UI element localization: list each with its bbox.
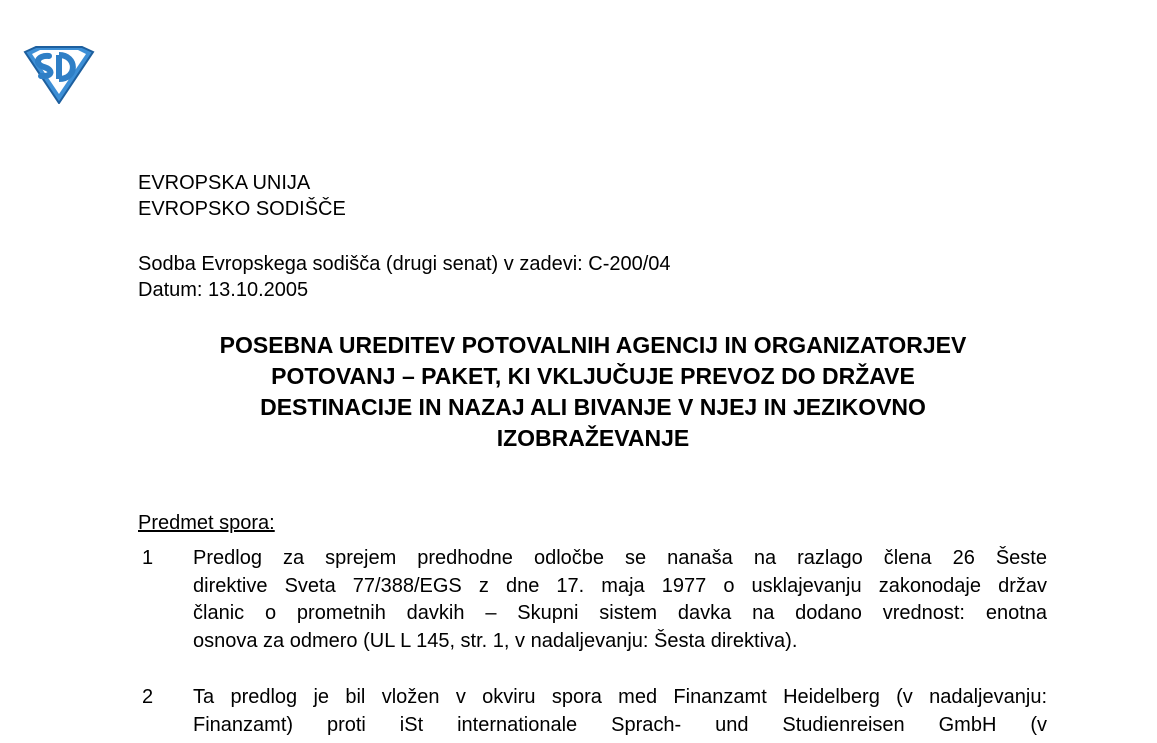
text-line: osnova za odmero (UL L 145, str. 1, v nadaljevanju: Šesta direktiva). [193,629,798,652]
paragraph-text [193,545,1047,655]
text-line: Finanzamt) proti iSt internationale Sprach- und Studienreisen GmbH (v [193,713,1047,736]
case-reference: Sodba Evropskega sodišča (drugi senat) v zadevi: C-200/04 [138,253,671,275]
sd-logo-icon [22,46,96,104]
text-line: direktive Sveta 77/388/EGS z dne 17. maja 1977 o usklajevanju zakonodaje držav [193,574,1047,597]
document-title [138,330,1048,454]
header-court: EVROPSKO SODIŠČE [138,198,346,220]
title-line: DESTINACIJE IN NAZAJ ALI BIVANJE V NJEJ IN JEZIKOVNO [260,394,926,420]
section-heading: Predmet spora: [138,512,275,534]
text-line: članic o prometnih davkih – Skupni sistem davka na dodano vrednost: enotna [193,602,1047,624]
text-line: Predlog za sprejem predhodne odločbe se nanaša na razlago člena 26 Šeste [193,547,1047,569]
title-line: POSEBNA UREDITEV POTOVALNIH AGENCIJ IN ORGANIZATORJEV [219,332,967,358]
paragraph-number: 1 [142,547,154,569]
paragraph-text [193,684,1047,739]
title-line: POTOVANJ – PAKET, KI VKLJUČUJE PREVOZ DO DRŽAVE [271,363,915,389]
header-union: EVROPSKA UNIJA [138,172,311,194]
text-line: Ta predlog je bil vložen v okviru spora med Finanzamt Heidelberg (v nadaljevanju: [193,686,1047,708]
title-line: IZOBRAŽEVANJE [496,425,690,451]
judgment-date: Datum: 13.10.2005 [138,279,309,301]
paragraph-number: 2 [142,686,154,708]
